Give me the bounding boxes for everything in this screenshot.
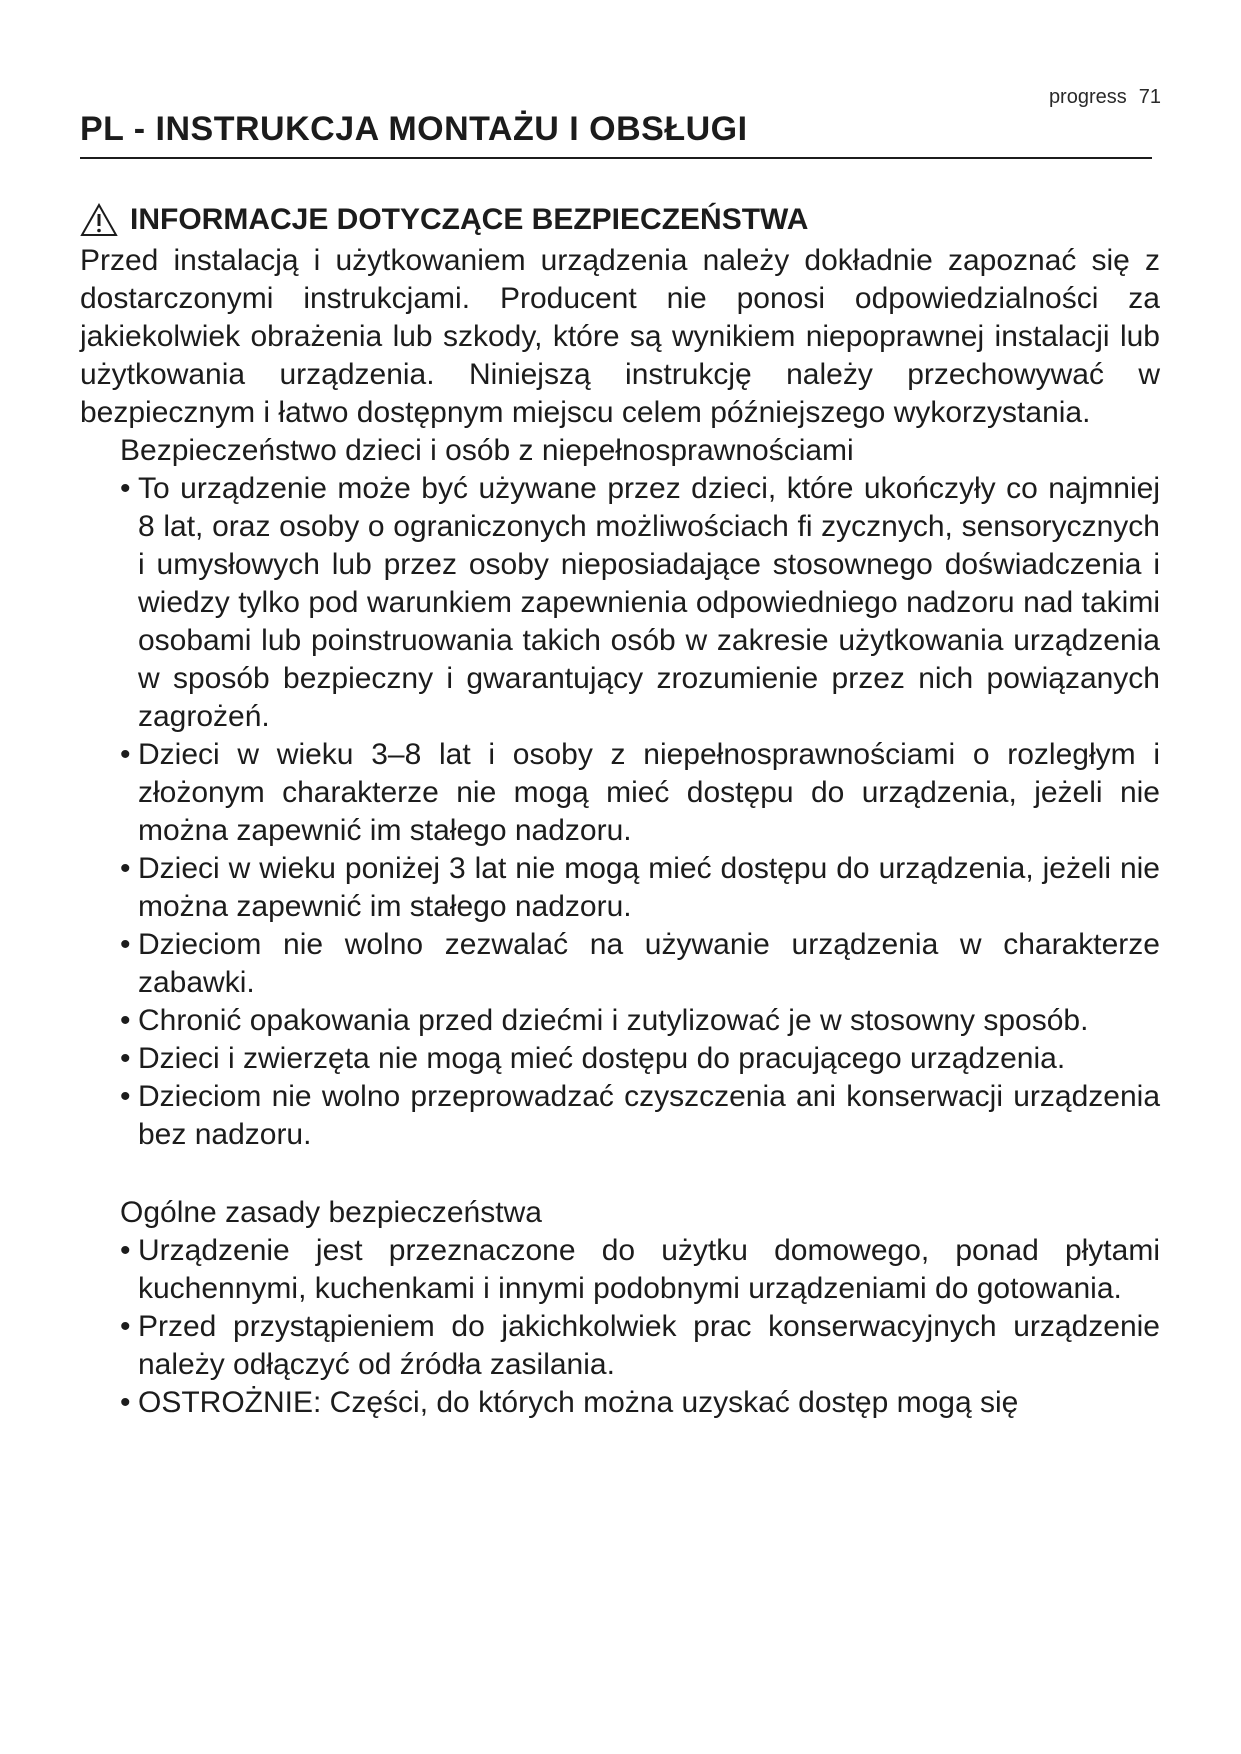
warning-triangle-icon (80, 203, 118, 237)
children-bullets (120, 470, 1160, 1154)
page-header (1049, 86, 1161, 109)
safety-heading (80, 198, 1160, 242)
list-item: • Urządzenie jest przeznaczone do użytku domowego, ponad płytami kuchennymi, kuchenkami i innymi podobnymi urządzeniami do gotowania. (120, 1234, 1160, 1305)
list-item: • Przed przystąpieniem do jakichkolwiek prac konserwacyjnych urządzenie należy odłączyć od źródła zasilania. (120, 1310, 1160, 1381)
general-section (80, 1194, 1160, 1422)
safety-intro: Przed instalacją i użytkowaniem urządzenia należy dokładnie zapoznać się z dostarczonymi instrukcjami. Producent nie ponosi odpowiedzialności za jakiekolwiek obrażenia lub szkody, które są wynikiem niepoprawnej instalacji lub użytkowania urządzenia. Niniejszą instrukcję należy przechowywać w bezpiecznym i łatwo dostępnym miejscu celem późniejszego wykorzystania. (80, 244, 1160, 429)
safety-heading-text: INFORMACJE DOTYCZĄCE BEZPIECZEŃSTWA (130, 203, 809, 236)
list-item: • Dzieci w wieku 3–8 lat i osoby z niepełnosprawnościami o rozległym i złożonym charakterze nie mogą mieć dostępu do urządzenia, jeżeli nie można zapewnić im stałego nadzoru. (120, 738, 1160, 847)
list-item: • To urządzenie może być używane przez dzieci, które ukończyły co najmniej 8 lat, oraz osoby o ograniczonych możliwościach fi zycznych, sensorycznych i umysłowych lub przez osoby nieposiadające stosownego doświadczenia i wiedzy tylko pod warunkiem zapewnienia odpowiedniego nadzoru nad takimi osobami lub poinstruowania takich osób w zakresie użytkowania urządzenia w sposób bezpieczny i gwarantujący zrozumienie przez nich powiązanych zagrożeń. (120, 472, 1160, 733)
list-item: • OSTROŻNIE: Części, do których można uzyskać dostęp mogą się (120, 1386, 1019, 1419)
children-heading: Bezpieczeństwo dzieci i osób z niepełnosprawnościami (120, 434, 854, 467)
page-number: 71 (1138, 86, 1161, 108)
page-content (80, 198, 1160, 1422)
list-item: • Dzieci i zwierzęta nie mogą mieć dostępu do pracującego urządzenia. (120, 1042, 1066, 1075)
list-item: • Dzieciom nie wolno przeprowadzać czyszczenia ani konserwacji urządzenia bez nadzoru. (120, 1080, 1160, 1151)
general-bullets (120, 1232, 1160, 1422)
document-title: PL - INSTRUKCJA MONTAŻU I OBSŁUGI (80, 110, 1152, 159)
list-item: • Dzieciom nie wolno zezwalać na używanie urządzenia w charakterze zabawki. (120, 928, 1160, 999)
list-item: • Chronić opakowania przed dziećmi i zutylizować je w stosowny sposób. (120, 1004, 1089, 1037)
brand-name: progress (1048, 86, 1127, 108)
children-section (80, 432, 1160, 1154)
general-heading: Ogólne zasady bezpieczeństwa (120, 1196, 542, 1229)
list-item: • Dzieci w wieku poniżej 3 lat nie mogą mieć dostępu do urządzenia, jeżeli nie można zapewnić im stałego nadzoru. (120, 852, 1160, 923)
